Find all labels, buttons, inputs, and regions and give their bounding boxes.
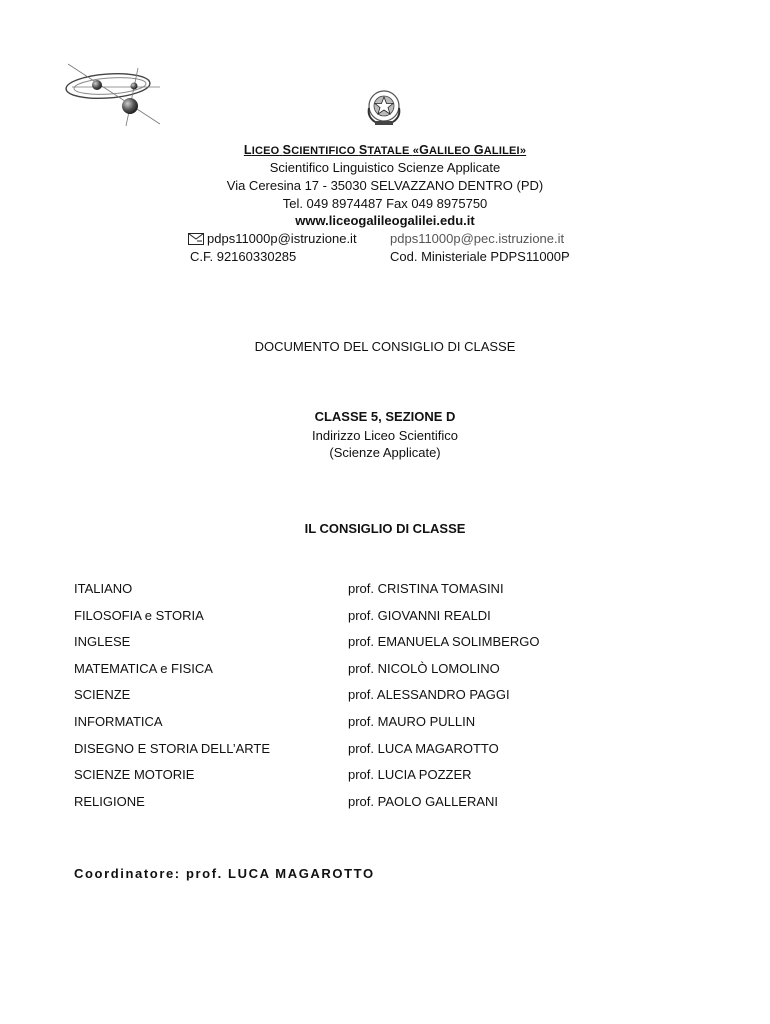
council-row bbox=[74, 633, 674, 660]
subject-name: ITALIANO bbox=[74, 581, 133, 596]
email-link[interactable]: pdps11000p@istruzione.it bbox=[207, 231, 357, 246]
school-logo bbox=[62, 50, 166, 130]
email-row bbox=[188, 230, 357, 247]
teacher-name: prof. LUCIA POZZER bbox=[348, 767, 472, 783]
school-phones: Tel. 049 8974487 Fax 049 8975750 bbox=[282, 196, 488, 211]
teacher-name: prof. LUCA MAGAROTTO bbox=[348, 740, 499, 756]
council-row bbox=[74, 686, 674, 713]
subject-name: SCIENZE MOTORIE bbox=[74, 767, 195, 783]
school-subtitle: Scientifico Linguistico Scienze Applicate bbox=[269, 160, 501, 175]
council-row bbox=[74, 740, 674, 767]
class-title: CLASSE 5, SEZIONE D bbox=[314, 409, 456, 424]
teacher-name: prof. EMANUELA SOLIMBERGO bbox=[348, 634, 540, 650]
subject-name: SCIENZE bbox=[74, 687, 131, 703]
mail-icon bbox=[188, 233, 204, 245]
italian-republic-emblem-icon bbox=[363, 86, 405, 128]
subject-name: INFORMATICA bbox=[74, 713, 163, 729]
subject-name: MATEMATICA e FISICA bbox=[74, 660, 213, 676]
coordinator: Coordinatore: prof. LUCA MAGAROTTO bbox=[74, 866, 375, 881]
council-row bbox=[74, 713, 674, 740]
council-row bbox=[74, 580, 674, 607]
track-line: Indirizzo Liceo Scientifico bbox=[312, 428, 458, 443]
school-website-link[interactable]: www.liceogalileogalilei.edu.it bbox=[295, 213, 475, 228]
teacher-name: prof. MAURO PULLIN bbox=[348, 713, 476, 729]
school-name: LICEO SCIENTIFICO STATALE «GALILEO GALILEI» bbox=[243, 143, 527, 157]
track-detail-line: (Scienze Applicate) bbox=[329, 445, 441, 460]
document-title: DOCUMENTO DEL CONSIGLIO DI CLASSE bbox=[254, 339, 516, 354]
teacher-name: prof. GIOVANNI REALDI bbox=[348, 607, 491, 623]
council-list bbox=[74, 580, 674, 819]
council-row bbox=[74, 660, 674, 687]
pec-email-link[interactable]: pdps11000p@pec.istruzione.it bbox=[390, 231, 565, 246]
fiscal-code: C.F. 92160330285 bbox=[190, 249, 297, 264]
council-title: IL CONSIGLIO DI CLASSE bbox=[304, 521, 466, 536]
subject-name: RELIGIONE bbox=[74, 793, 145, 809]
ministerial-code: Cod. Ministeriale PDPS11000P bbox=[390, 249, 570, 264]
council-row bbox=[74, 793, 674, 820]
council-row bbox=[74, 766, 674, 793]
teacher-name: prof. CRISTINA TOMASINI bbox=[348, 581, 504, 596]
council-row bbox=[74, 607, 674, 634]
subject-name: DISEGNO E STORIA DELL’ARTE bbox=[74, 740, 271, 756]
teacher-name: prof. PAOLO GALLERANI bbox=[348, 793, 499, 809]
school-address: Via Ceresina 17 - 35030 SELVAZZANO DENTRO (PD) bbox=[226, 178, 544, 193]
subject-name: FILOSOFIA e STORIA bbox=[74, 607, 204, 623]
teacher-name: prof. NICOLÒ LOMOLINO bbox=[348, 660, 500, 676]
subject-name: INGLESE bbox=[74, 634, 131, 650]
teacher-name: prof. ALESSANDRO PAGGI bbox=[348, 687, 510, 703]
